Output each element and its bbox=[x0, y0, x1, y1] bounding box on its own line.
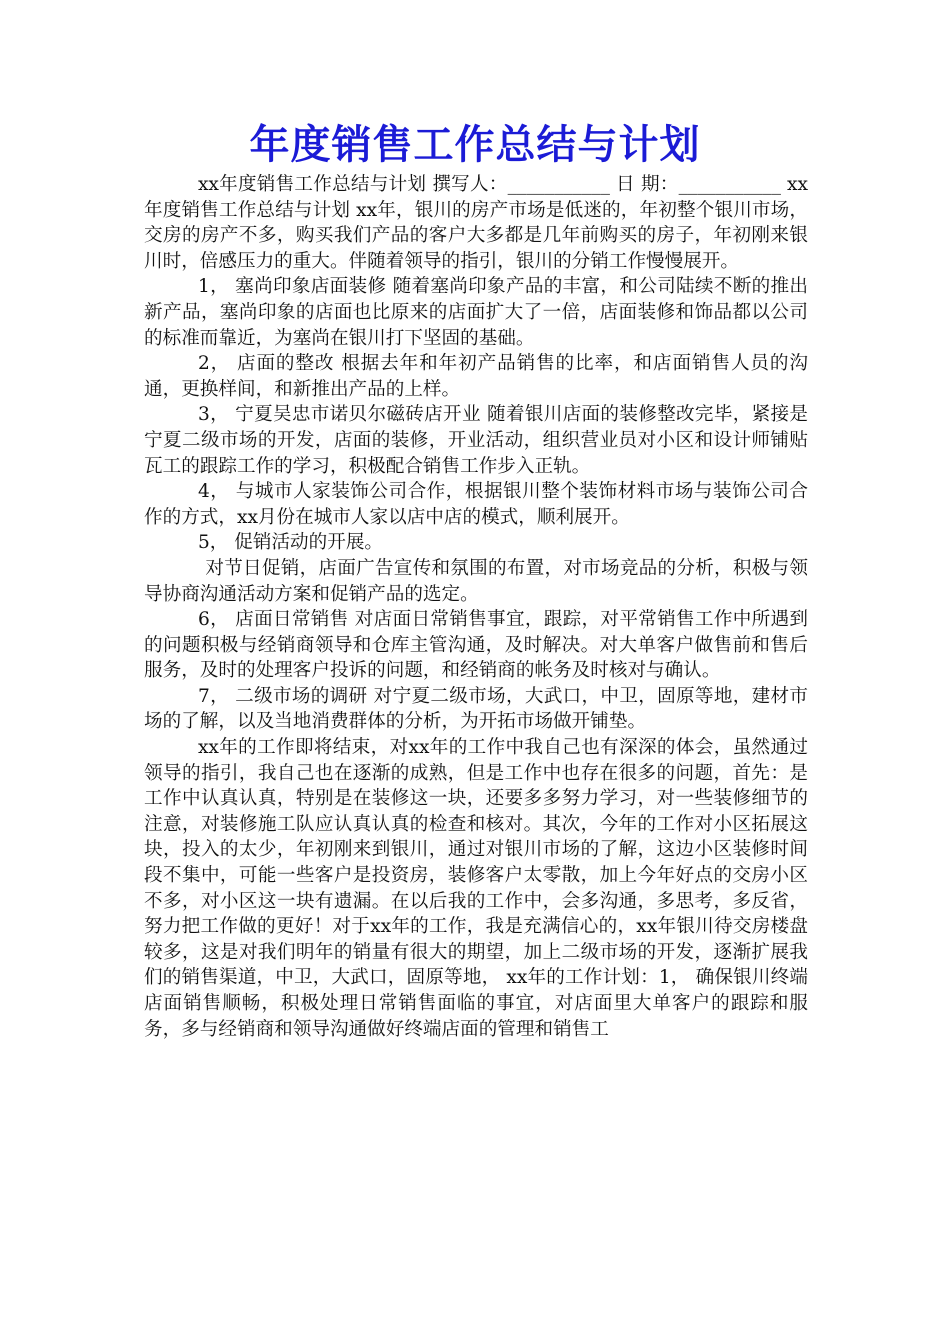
paragraph-item-3: 3， 宁夏吴忠市诺贝尔磁砖店开业 随着银川店面的装修整改完毕，紧接是宁夏二级市场的开发，店面的装修，开业活动，组织营业员对小区和设计师铺贴瓦工的跟踪工作的学习，积极配合销售工作步入正轨。 bbox=[144, 404, 808, 477]
paragraph-summary-plan: xx年的工作即将结束，对xx年的工作中我自己也有深深的体会，虽然通过领导的指引，我自己也在逐渐的成熟，但是工作中也存在很多的问题，首先：是工作中认真认真，特别是在装修这一块，还要多多努力学习，对一些装修细节的注意，对装修施工队应认真认真的检查和核对。其次，今年的工作对小区拓展这块，投入的太少，年初刚来到银川，通过对银川市场的了解，这边小区装修时间段不集中，可能一些客户是投资房，装修客户太零散，加上今年好点的交房小区不多，对小区这一块有遗漏。在以后我的工作中，会多沟通，多思考，多反省，努力把工作做的更好！对于xx年的工作，我是充满信心的，xx年银川待交房楼盘较多，这是对我们明年的销量有很大的期望，加上二级市场的开发，逐渐扩展我们的销售渠道，中卫，大武口，固原等地， xx年的工作计划：1， 确保银川终端店面销售顺畅，积极处理日常销售面临的事宜，对店面里大单客户的跟踪和服务，多与经销商和领导沟通做好终端店面的管理和销售工 bbox=[144, 737, 808, 1040]
paragraph-promotion-detail: 对节日促销，店面广告宣传和氛围的布置，对市场竞品的分析，积极与领导协商沟通活动方案和促销产品的选定。 bbox=[144, 557, 808, 605]
document-body bbox=[144, 172, 808, 1042]
paragraph-intro: xx年度销售工作总结与计划 撰写人：___________ 日 期：___________ xx年度销售工作总结与计划 xx年，银川的房产市场是低迷的，年初整个银川市场，交房的房产不多，购买我们产品的客户大多都是几年前购买的房子，年初刚来银川时，倍感压力的重大。伴随着领导的指引，银川的分销工作慢慢展开。 bbox=[144, 174, 808, 272]
document-title: 年度销售工作总结与计划 bbox=[249, 122, 701, 168]
paragraph-item-2: 2， 店面的整改 根据去年和年初产品销售的比率，和店面销售人员的沟通，更换样间，和新推出产品的上样。 bbox=[144, 353, 808, 400]
paragraph-item-4: 4， 与城市人家装饰公司合作，根据银川整个装饰材料市场与装饰公司合作的方式，xx月份在城市人家以店中店的模式，顺利展开。 bbox=[144, 481, 808, 528]
paragraph-item-5: 5， 促销活动的开展。 bbox=[197, 532, 384, 554]
paragraph-item-1: 1， 塞尚印象店面装修 随着塞尚印象产品的丰富，和公司陆续不断的推出新产品，塞尚印象的店面也比原来的店面扩大了一倍，店面装修和饰品都以公司的标准而靠近，为塞尚在银川打下坚固的基础。 bbox=[144, 276, 808, 349]
paragraph-item-6: 6， 店面日常销售 对店面日常销售事宜，跟踪，对平常销售工作中所遇到的问题积极与经销商领导和仓库主管沟通，及时解决。对大单客户做售前和售后服务，及时的处理客户投诉的问题，和经销商的帐务及时核对与确认。 bbox=[144, 609, 808, 682]
paragraph-item-7: 7， 二级市场的调研 对宁夏二级市场，大武口，中卫，固原等地，建材市场的了解，以及当地消费群体的分析，为开拓市场做开铺垫。 bbox=[144, 685, 808, 733]
